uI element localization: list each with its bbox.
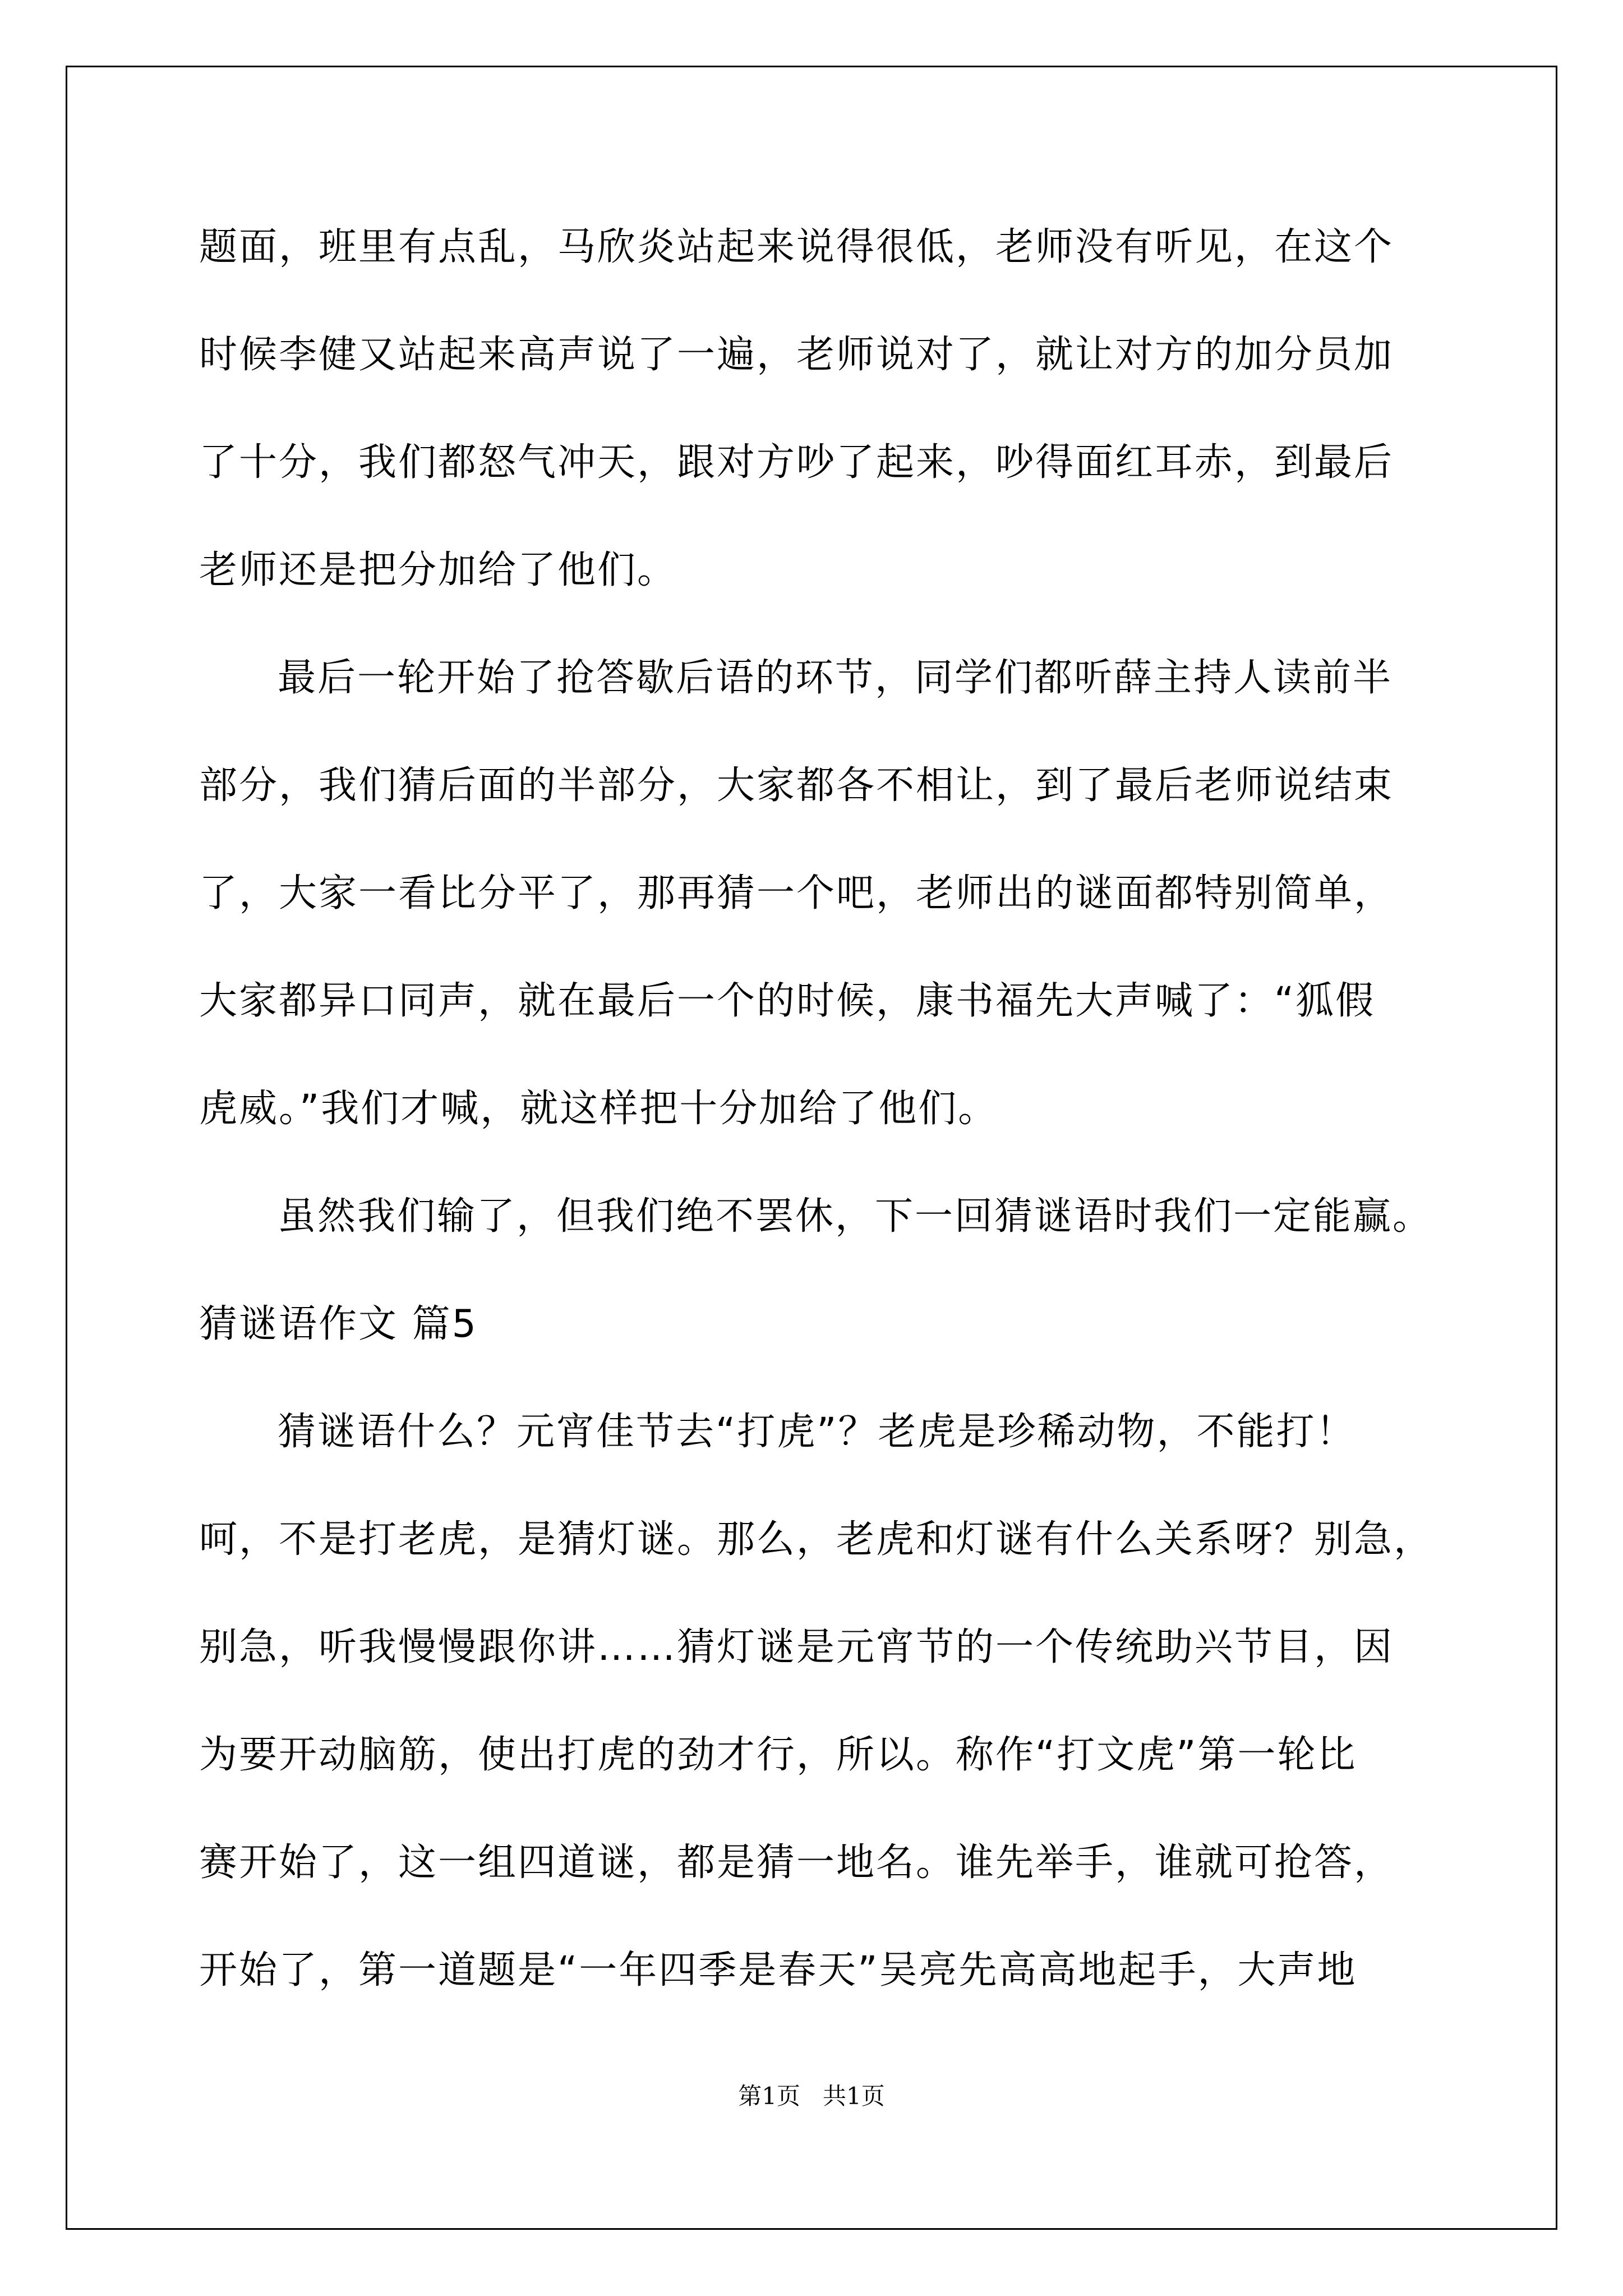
paragraph-line: 别急，听我慢慢跟你讲……猜灯谜是元宵节的一个传统助兴节目，因 [199,1625,1394,1669]
paragraph-line: 老师还是把分加给了他们。 [199,548,677,592]
paragraph-line: 了十分，我们都怒气冲天，跟对方吵了起来，吵得面红耳赤，到最后 [199,440,1394,485]
paragraph-line: 猜谜语什么？元宵佳节去“打虎”？老虎是珍稀动物，不能打！ [278,1410,1356,1454]
document-body [199,211,1450,2042]
paragraph-line: 呵，不是打老虎，是猜灯谜。那么，老虎和灯谜有什么关系呀？别急， [199,1517,1434,1562]
paragraph-line: 为要开动脑筋，使出打虎的劲才行，所以。称作“打文虎”第一轮比 [199,1733,1357,1777]
paragraph-line: 了，大家一看比分平了，那再猜一个吧，老师出的谜面都特别简单， [199,871,1394,915]
paragraph-line: 时候李健又站起来高声说了一遍，老师说对了，就让对方的加分员加 [199,333,1394,377]
paragraph-line: 虎威。”我们才喊，就这样把十分加给了他们。 [199,1087,998,1131]
paragraph-line: 最后一轮开始了抢答歇后语的环节，同学们都听薛主持人读前半 [278,656,1393,700]
paragraph-line: 虽然我们输了，但我们绝不罢休，下一回猜谜语时我们一定能赢。 [278,1194,1433,1239]
paragraph-line: 题面，班里有点乱，马欣炎站起来说得很低，老师没有听见，在这个 [199,225,1394,269]
page-footer: 第1页 共1页 [738,2082,885,2110]
section-heading: 猜谜语作文 篇5 [199,1302,478,1346]
paragraph-line: 开始了，第一道题是“一年四季是春天”吴亮先高高地起手，大声地 [199,1948,1357,1993]
paragraph-line: 大家都异口同声，就在最后一个的时候，康书福先大声喊了：“狐假 [199,979,1376,1023]
paragraph-line: 部分，我们猜后面的半部分，大家都各不相让，到了最后老师说结束 [199,763,1394,808]
paragraph-line: 赛开始了，这一组四道谜，都是猜一地名。谁先举手，谁就可抢答， [199,1841,1394,1885]
